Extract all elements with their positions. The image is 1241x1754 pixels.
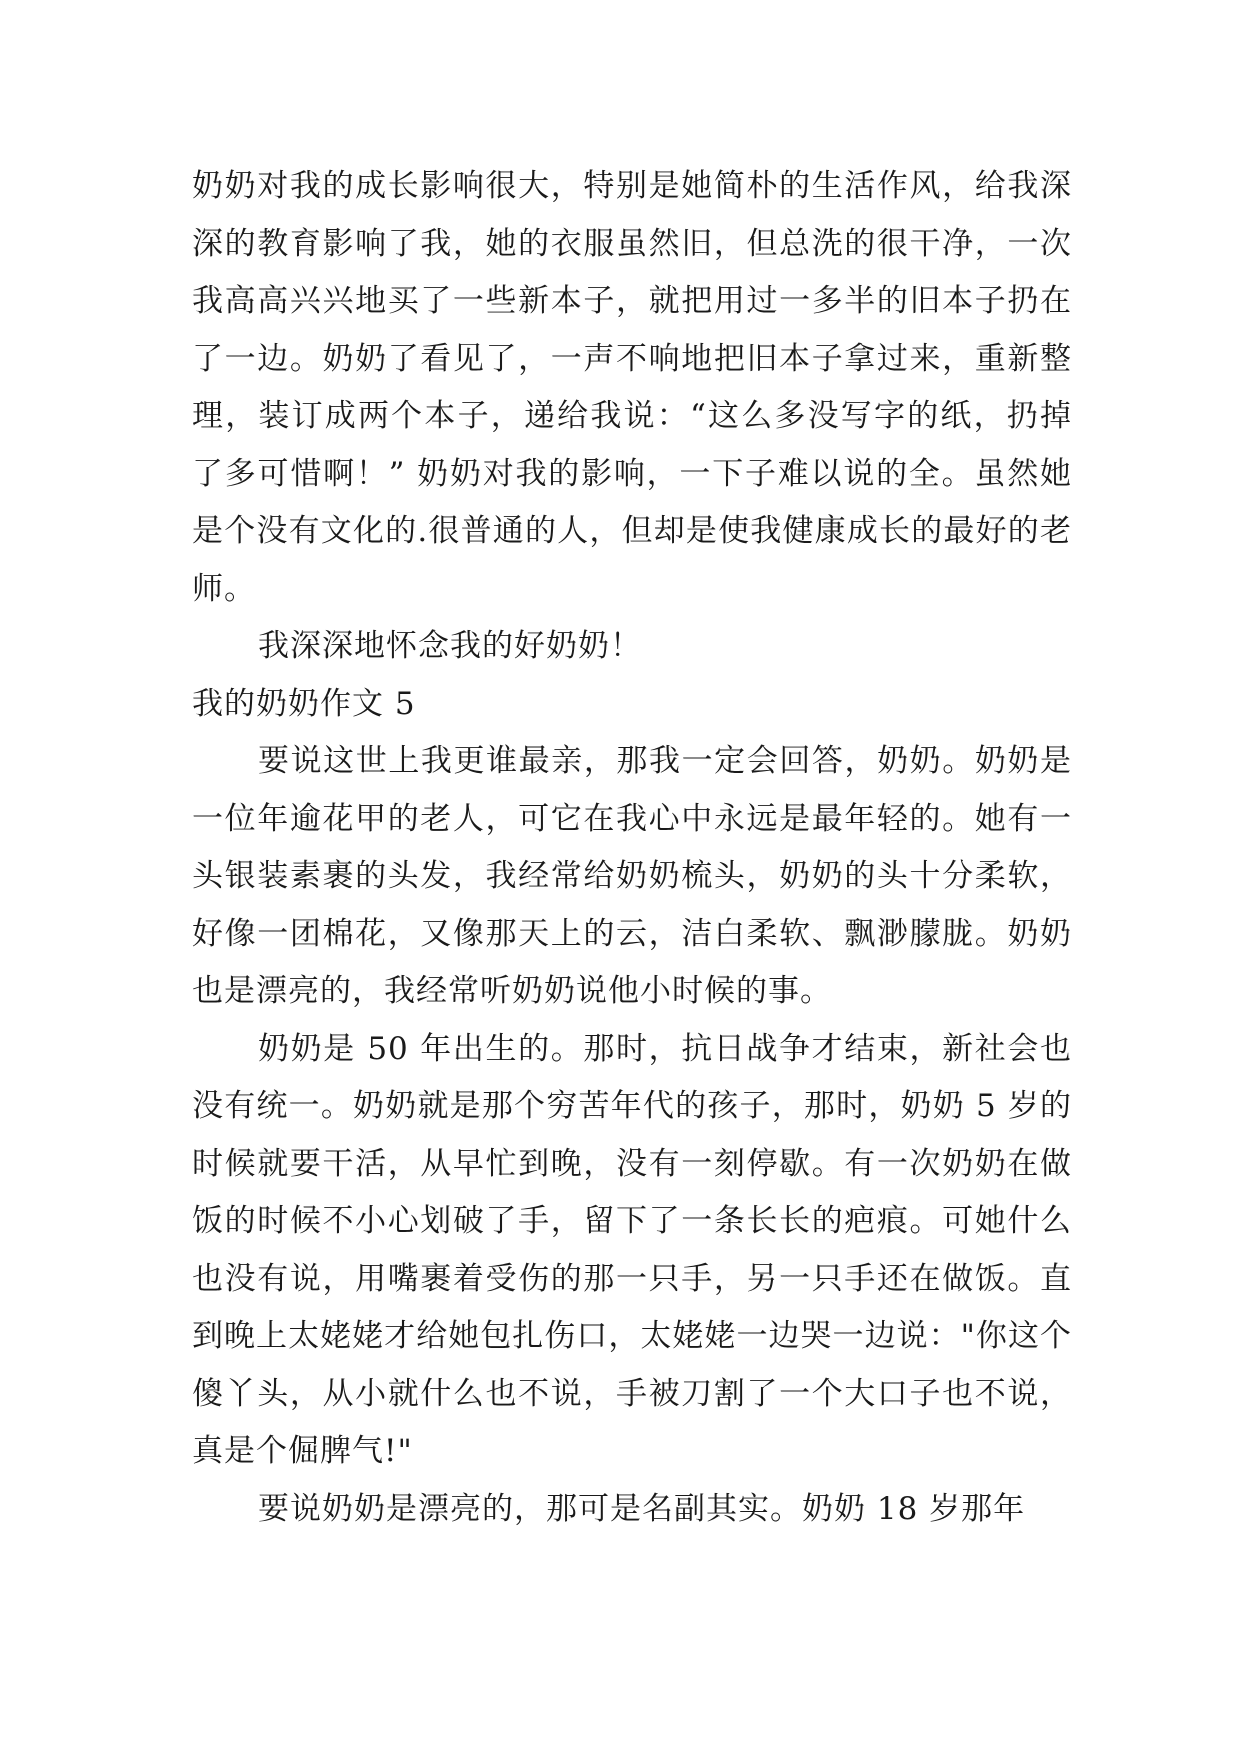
paragraph-missing-grandma: 我深深地怀念我的好奶奶！	[258, 628, 642, 664]
paragraph-beauty: 要说奶奶是漂亮的，那可是名副其实。奶奶 18 岁那年	[258, 1490, 1026, 1527]
section-heading: 我的奶奶作文 5	[192, 685, 416, 722]
paragraph-closest-person: 要说这世上我更谁最亲，那我一定会回答，奶奶。奶奶是一位年逾花甲的老人，可它在我心中永远是最年轻的。她有一头银装素裹的头发，我经常给奶奶梳头，奶奶的头十分柔软，好像一团棉花，又像那天上的云，洁白柔软、飘渺朦胧。奶奶也是漂亮的，我经常听奶奶说他小时候的事。	[192, 743, 1072, 1009]
paragraph-childhood: 奶奶是 50 年出生的。那时，抗日战争才结束，新社会也没有统一。奶奶就是那个穷苦年代的孩子，那时，奶奶 5 岁的时候就要干活，从早忙到晚，没有一刻停歇。有一次奶奶在做饭的时候不小心划破了手，留下了一条长长的疤痕。可她什么也没有说，用嘴裹着受伤的那一只手，另一只手还在做饭。直到晚上太姥姥才给她包扎伤口，太姥姥一边哭一边说："你这个傻丫头，从小就什么也不说，手被刀割了一个大口子也不说，真是个倔脾气!"	[192, 1030, 1072, 1469]
paragraph-grandma-influence: 奶奶对我的成长影响很大，特别是她简朴的生活作风，给我深深的教育影响了我，她的衣服虽然旧，但总洗的很干净，一次我高高兴兴地买了一些新本子，就把用过一多半的旧本子扔在了一边。奶奶了看见了，一声不响地把旧本子拿过来，重新整理，装订成两个本子，递给我说：“这么多没写字的纸，扔掉了多可惜啊！” 奶奶对我的影响，一下子难以说的全。虽然她是个没有文化的.很普通的人，但却是使我健康成长的最好的老师。	[192, 168, 1072, 607]
document-page	[192, 158, 1072, 1538]
